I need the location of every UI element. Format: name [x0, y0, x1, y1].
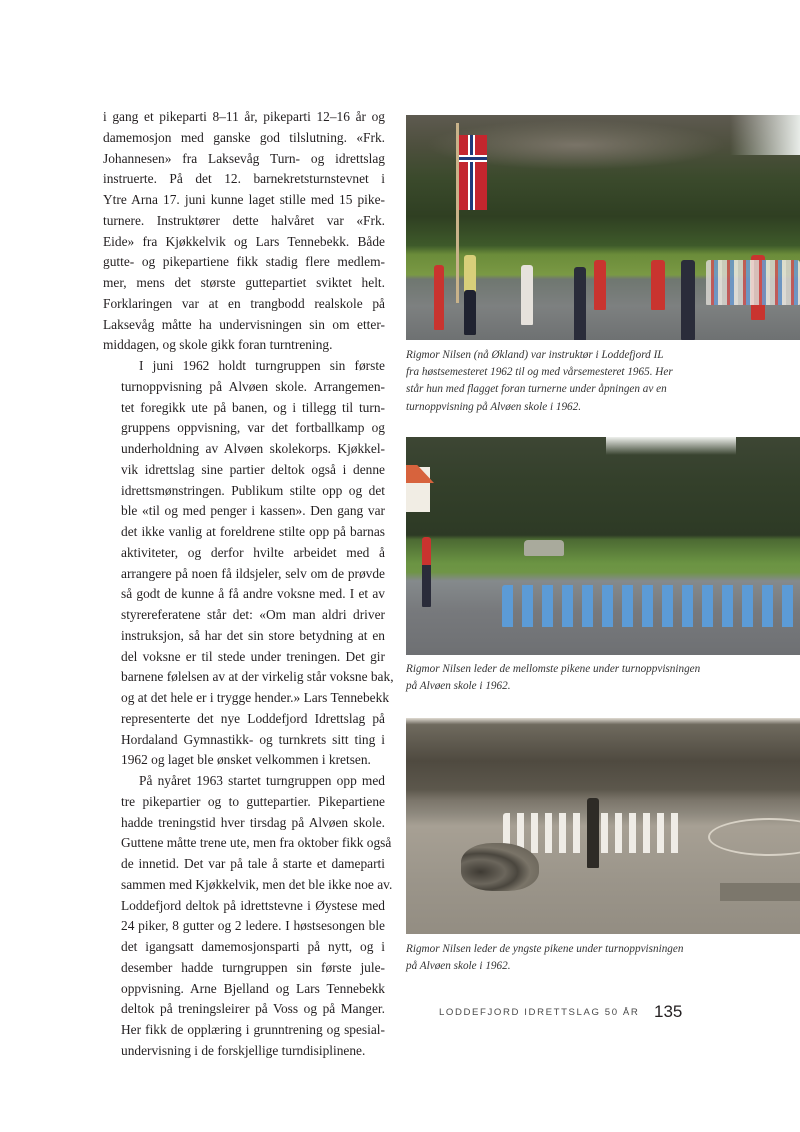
photo-kneeling-girls — [406, 437, 800, 655]
photo-flag-ceremony — [406, 115, 800, 340]
text-line: Hordaland Gymnastikk- og turnkrets sitt ting i — [121, 731, 385, 747]
text-line: instruksjon, så har det sin store betydning at en — [121, 627, 385, 643]
text-line: gruppens oppvisning, var det fortballkamp og — [121, 420, 385, 436]
caption-figure-3 — [406, 941, 786, 975]
figure-instructor — [422, 537, 431, 607]
text-line: oppvisning. Arne Bjelland og Lars Tennebekk — [121, 980, 385, 996]
text-line: Guttene måtte trene ute, men fra oktober fikk også — [121, 835, 392, 851]
text-line: del voksne er til stede under treningen. Det gir — [121, 648, 385, 664]
text-line: i gang et pikeparti 8–11 år, pikeparti 12–16 år og — [103, 109, 385, 124]
photo-sky — [606, 437, 736, 455]
photo-car — [524, 540, 564, 556]
paragraph-2 — [103, 356, 394, 771]
caption-line: fra høstsemesteret 1962 til og med vårsemesteret 1965. Her — [406, 366, 673, 379]
body-text-column — [103, 107, 394, 1062]
text-line: undervisning i de forskjellige turndisiplinene. — [121, 1042, 366, 1058]
photo-youngest-girls — [406, 718, 800, 934]
text-line: Johannesen» fra Laksevåg Turn- og idrettslag — [103, 150, 385, 166]
text-line: tet foregikk ute på banen, og i tillegg til turn- — [121, 399, 385, 415]
figure-person — [681, 260, 695, 340]
text-line: desember hadde turngruppen sin første jule- — [121, 959, 385, 975]
figure-person — [574, 267, 586, 340]
text-line: 1962 og laget ble ønsket velkommen i kretsen. — [121, 752, 371, 768]
text-line: instruerte. På det 12. barnekretsturnstevnet i — [103, 171, 385, 187]
text-line: det ikke vanlig at foreldrene stilte opp på barnas — [121, 524, 385, 539]
text-line: mer, mens det største guttepartiet sviktet helt. — [103, 275, 385, 290]
page-number: 135 — [654, 1002, 683, 1021]
text-line: 24 piker, 8 gutter og 2 ledere. I høstsesongen ble — [121, 918, 385, 934]
text-line: arrangere på noen få ildsjeler, selv om de prøvde — [121, 565, 385, 581]
figure-group — [706, 260, 800, 305]
text-line: barnene følelsen av at der virkelig står voksne bak, — [121, 669, 394, 685]
flag-cross-blue — [459, 157, 487, 160]
text-line: tre pikepartier og to guttepartier. Pikepartiene — [121, 793, 385, 809]
caption-line: står hun med flagget foran turnerne under åpningen av en — [406, 383, 667, 396]
figure-person — [594, 260, 606, 310]
text-line: Eide» fra Kjøkkelvik og Lars Tennebekk. Både — [103, 233, 385, 249]
text-line: Ytre Arna 17. juni kunne laget stille med 15 pike- — [103, 192, 385, 207]
text-line: turnere. Instruktører dette halvåret var «Frk. — [103, 212, 385, 228]
text-line: ble «til og med penger i kassen». Den gang var — [121, 503, 385, 519]
figure-person — [521, 265, 533, 325]
text-line: Forklaringen var at en trangbodd realskole på — [103, 295, 385, 311]
text-line: idrettsmønstringen. Publikum stilte opp og det — [121, 482, 385, 498]
text-line: styrereferatene står det: «Om man aldri driver — [121, 607, 385, 622]
caption-line: Rigmor Nilsen leder de yngste pikene under turnoppvisningen — [406, 943, 684, 955]
text-line: Her fikk de opplæring i grunntrening og spesial- — [121, 1022, 385, 1037]
text-line: gutte- og pikepartiene fikk stadig flere medlem- — [103, 254, 385, 270]
flat-mat — [720, 883, 800, 901]
text-line: hadde treningstid hver tirsdag på Alvøen skole. — [121, 814, 385, 830]
figure-instructor — [587, 798, 599, 868]
text-line: turnoppvisning på Alvøen skole. Arrangemen- — [121, 378, 385, 394]
running-footer-title: LODDEFJORD IDRETTSLAG 50 ÅR — [439, 1007, 640, 1018]
caption-line: på Alvøen skole i 1962. — [406, 680, 511, 693]
text-line: aktiviteter, og derfor hvilte arbeidet med å — [121, 544, 385, 560]
text-line: I juni 1962 holdt turngruppen sin første — [139, 358, 385, 373]
rolled-mat — [461, 843, 539, 891]
paragraph-3 — [103, 771, 393, 1062]
figure-person — [651, 260, 665, 310]
text-line: Laksevåg måtte ha undervisningen sin om etter- — [103, 316, 385, 332]
caption-line: turnoppvisning på Alvøen skole i 1962. — [406, 400, 582, 413]
caption-line: Rigmor Nilsen leder de mellomste pikene under turnoppvisningen — [406, 663, 701, 675]
text-line: damemosjon med ganske god tilslutning. «Frk. — [103, 129, 385, 145]
figure-person — [434, 265, 444, 330]
text-line: sammen med Kjøkkelvik, men det ble ikke noe av. — [121, 876, 393, 892]
text-line: så godt de kunne å få andre voksne med. I et av — [121, 586, 385, 602]
field-line-arc — [708, 818, 800, 856]
paragraph-1 — [103, 107, 385, 356]
figure-person — [464, 290, 476, 335]
text-line: vik idrettslag sine partier deltok også i denne — [121, 461, 385, 477]
figure-group-kneeling-girls — [502, 585, 800, 627]
text-line: Loddefjord deltok på idrettstevne i Øystese med — [121, 897, 385, 913]
caption-line: Rigmor Nilsen (nå Økland) var instruktør i Loddefjord IL — [406, 349, 664, 361]
caption-figure-1 — [406, 347, 786, 416]
text-line: og at det hele er i trygge hender.» Lars Tennebekk — [121, 690, 390, 705]
text-line: deltok på treningsleirer på Voss og på Manger. — [121, 1001, 385, 1017]
text-line: middagen, og skole gikk foran turntrening. — [103, 337, 333, 353]
caption-line: på Alvøen skole i 1962. — [406, 960, 511, 973]
text-line: de innetid. Det var på tale å starte et dameparti — [121, 856, 385, 871]
text-line: det igangsatt damemosjonsparti på nytt, og i — [121, 939, 385, 954]
caption-figure-2 — [406, 661, 786, 695]
norwegian-flag — [459, 135, 487, 210]
text-line: representerte det nye Loddefjord Idrettslag på — [121, 710, 385, 726]
photo-sky — [730, 115, 800, 155]
text-line: På nyåret 1963 startet turngruppen opp med — [139, 773, 385, 788]
text-line: underholdning av Alvøen skolekorps. Kjøkkel- — [121, 441, 385, 456]
